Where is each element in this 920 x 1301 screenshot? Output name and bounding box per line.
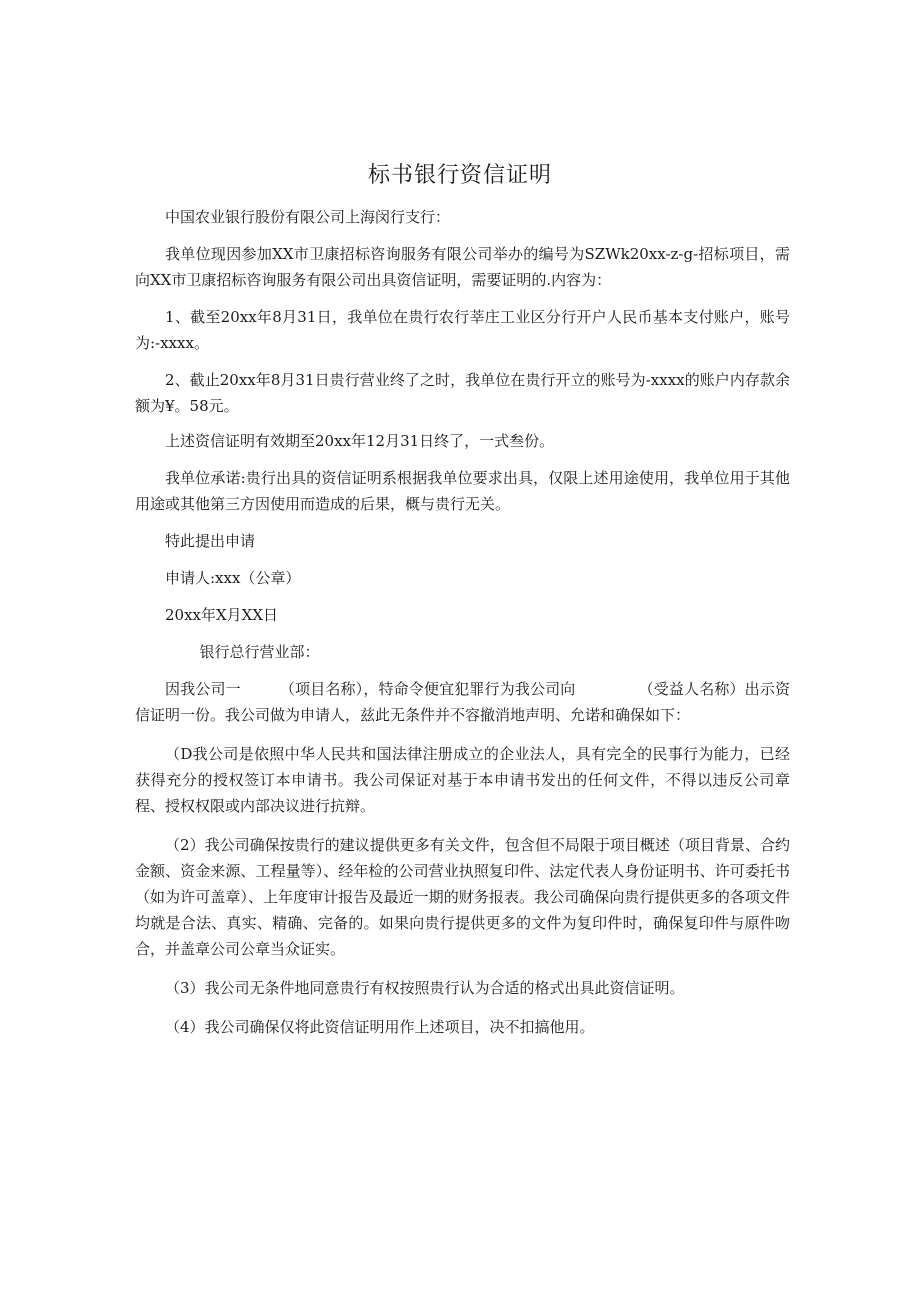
declaration-intro-part-2: （项目名称），特命令便宜犯罪行为我公司向 (279, 680, 576, 698)
paragraph-item-2: 2、截止20xx年8月31日贵行营业终了之时，我单位在贵行开立的账号为-xxxx的账户内存款余额为¥。58元。 (135, 371, 790, 415)
date-line: 20xx年X月XX日 (165, 606, 279, 624)
document-title: 标书银行资信证明 (367, 163, 552, 188)
paragraph-clause-1: （D我公司是依照中华人民共和国法律注册成立的企业法人，具有完全的民事行为能力，已经获得充分的授权签订本申请书。我公司保证对基于本申请书发出的任何文件，不得以违反公司章程、授权权限或内部决议进行抗辩。 (135, 745, 790, 815)
applicant-line: 申请人:xxx（公章） (165, 569, 301, 587)
paragraph-request: 特此提出申请 (165, 532, 256, 550)
document-body (135, 204, 790, 1051)
paragraph-clause-4: （4）我公司确保仅将此资信证明用作上述项目，决不扣搞他用。 (165, 1018, 595, 1036)
paragraph-purpose: 我单位现因参加XX市卫康招标咨询服务有限公司举办的编号为SZWk20xx-z-g-招标项目，需向XX市卫康招标咨询服务有限公司出具资信证明，需要证明的.内容为： (135, 245, 790, 289)
paragraph-clause-2: （2）我公司确保按贵行的建议提供更多有关文件，包含但不局限于项目概述（项目背景、合约金额、资金来源、工程量等）、经年检的公司营业执照复印件、法定代表人身份证明书、许可委托书（如为许可盖章）、上年度审计报告及最近一期的财务报表。我公司确保向贵行提供更多的各项文件均就是合法、真实、精确、完备的。如果向贵行提供更多的文件为复印件时，确保复印件与原件吻合，并盖章公司公章当众证实。 (135, 836, 790, 958)
paragraph-declaration-intro (135, 676, 790, 728)
paragraph-commitment: 我单位承诺:贵行出具的资信证明系根据我单位要求出具，仅限上述用途使用，我单位用于其他用途或其他第三方因使用而造成的后果，概与贵行无关。 (135, 469, 790, 513)
paragraph-item-1: 1、截至20xx年8月31日，我单位在贵行农行莘庄工业区分行开户人民币基本支付账户，账号为:-xxxx。 (135, 308, 790, 352)
declaration-intro-part-1: 因我公司一 (165, 680, 241, 698)
paragraph-clause-3: （3）我公司无条件地同意贵行有权按照贵行认为合适的格式出具此资信证明。 (165, 979, 685, 997)
declaration-intro-part-3: （受益人名称）出示资信证明一份。我公司做为申请人，兹此无条件并不容撤消地声明、允诺和确保如下： (135, 680, 790, 724)
paragraph-validity: 上述资信证明有效期至20xx年12月31日终了，一式叁份。 (165, 432, 555, 450)
bank-addressee-line: 银行总行营业部： (199, 643, 320, 661)
addressee-line: 中国农业银行股份有限公司上海闵行支行： (165, 208, 451, 226)
